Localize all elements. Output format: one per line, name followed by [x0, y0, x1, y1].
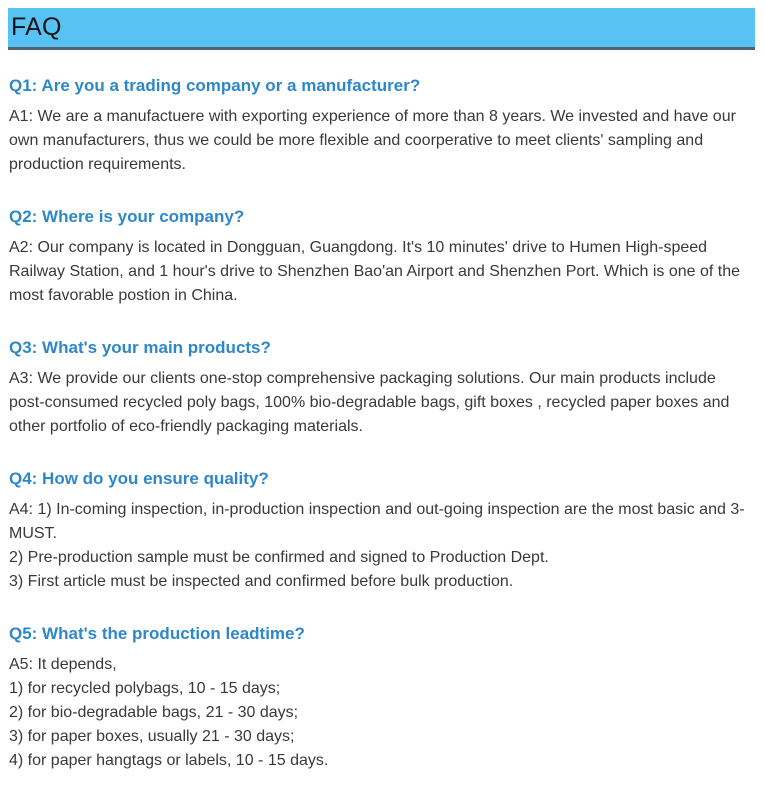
faq-answer-line: A4: 1) In-coming inspection, in-production inspection and out-going inspection are the most basic and 3-MUST.	[9, 501, 745, 542]
faq-question: Q1: Are you a trading company or a manufacturer?	[9, 76, 421, 95]
faq-section-header	[8, 8, 755, 50]
faq-answer-line: A3: We provide our clients one-stop comprehensive packaging solutions. Our main products include post-consumed recycled poly bags, 100% bio-degradable bags, gift boxes , recycled paper boxes and other portfolio of eco-friendly packaging materials.	[9, 370, 730, 435]
faq-answer-line: A1: We are a manufactuere with exporting experience of more than 8 years. We invested and have our own manufacturers, thus we could be more flexible and coorperative to meet clients' sampling and production requirements.	[9, 108, 736, 173]
faq-item	[9, 74, 755, 177]
page-title: FAQ	[11, 13, 62, 41]
faq-item	[9, 205, 755, 308]
faq-answer-line: 2) Pre-production sample must be confirmed and signed to Production Dept.	[9, 549, 549, 566]
faq-item	[9, 622, 755, 773]
faq-answer-line: A5: It depends,	[9, 656, 117, 673]
faq-question: Q3: What's your main products?	[9, 338, 271, 357]
faq-answer-line: 3) First article must be inspected and confirmed before bulk production.	[9, 573, 514, 590]
faq-answer-line: 3) for paper boxes, usually 21 - 30 days;	[9, 728, 295, 745]
faq-answer-line: A2: Our company is located in Dongguan, Guangdong. It's 10 minutes' drive to Humen High-speed Railway Station, and 1 hour's drive to Shenzhen Bao'an Airport and Shenzhen Port. Which is one of the most favorable postion in China.	[9, 239, 740, 304]
faq-answer-line: 2) for bio-degradable bags, 21 - 30 days;	[9, 704, 299, 721]
faq-item	[9, 336, 755, 439]
faq-answer-line: 1) for recycled polybags, 10 - 15 days;	[9, 680, 281, 697]
faq-content	[0, 74, 765, 791]
faq-question: Q5: What's the production leadtime?	[9, 624, 305, 643]
faq-answer-line: 4) for paper hangtags or labels, 10 - 15 days.	[9, 752, 329, 769]
faq-question: Q4: How do you ensure quality?	[9, 469, 269, 488]
faq-question: Q2: Where is your company?	[9, 207, 245, 226]
faq-item	[9, 467, 755, 594]
